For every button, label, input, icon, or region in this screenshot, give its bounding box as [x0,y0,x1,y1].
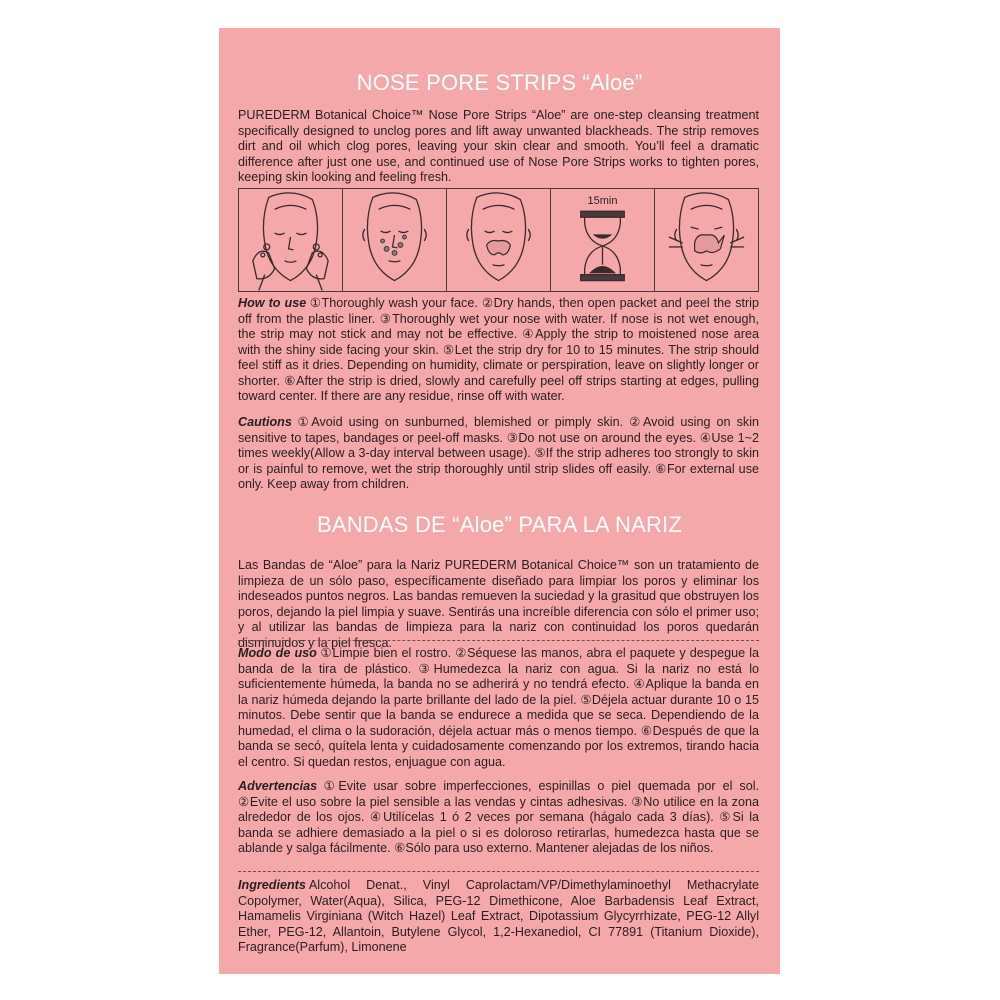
ingredients-section [238,878,759,956]
step-peel-strip [655,189,758,291]
usage-steps-strip [238,188,759,292]
modo-de-uso-label: Modo de uso [238,646,317,660]
modo-de-uso-text: ①Limpie bien el rostro. ②Séquese las manos, abra el paquete y despegue la banda de la tira de plástico. ③Humedezca la nariz con agua. Si la nariz no está lo suficientemente húmeda, la banda no se adherirá y no tendrá efecto. ④Aplique la banda en la nariz húmeda dejando la parte brillante del lado de la piel. ⑤Déjela actuar durante 10 o 15 minutos. Debe sentir que la banda se endurece a medida que se seca. Dependiendo de la humedad, el clima o la sudoración, déjela actuar más o menos tiempo. ⑥Después de que la banda se secó, quítela lenta y cuidadosamente comenzando por los extremos, tirando hacia el centro. Si quedan restos, enjuague con agua. [238,646,759,769]
ingredients-label: Ingredients [238,878,306,892]
hourglass-icon [551,189,654,291]
spanish-title: BANDAS DE “Aloe” PARA LA NARIZ [316,512,683,537]
divider [238,871,759,872]
spanish-intro: Las Bandas de “Aloe” para la Nariz PUREDERM Botanical Choice™ son un tratamiento de limpieza de un sólo paso, específicamente diseñado para limpiar los poros y eliminar los indeseados puntos negros. Las bandas remueven la suciedad y la grasitud que obstruyen los poros, dejando la piel limpia y suave. Sentirás una increíble diferencia con sólo el primer uso; y al utilizar las bandas de limpieza para la nariz con continuidad los poros quedarán disminuidos y la piel fresca. [238,558,759,650]
cautions-text: ①Avoid using on sunburned, blemished or pimply skin. ②Avoid using on skin sensitive to tapes, bandages or peel-off masks. ③Do not use on around the eyes. ④Use 1~2 times weekly(Allow a 3-day interval between usage). ⑤If the strip adheres too strongly to skin or is painful to remove, wet the strip thoroughly until strip slides off easily. ⑥For external use only. Keep away from children. [238,415,759,491]
package-back-panel [219,28,780,974]
cautions-section [238,415,759,493]
step-apply-strip [447,189,551,291]
advertencias-text: ①Evite usar sobre imperfecciones, espinillas o piel quemada por el sol. ②Evite el uso sobre la piel sensible a las vendas y cintas adhesivas. ③No utilice en la zona alrededor de los ojos. ④Utilícelas 1 ó 2 veces por semana (hágalo cada 3 días). ⑤Si la banda se adhiere demasiado a la piel o si es doloroso retirarlas, humedezca hasta que se ablande y salga fácilmente. ⑥Sólo para uso externo. Mantener alejadas de los niños. [238,779,759,855]
peel-strip-icon [655,189,758,291]
how-to-use-label: How to use [238,296,307,310]
wet-nose-icon [343,189,446,291]
step-wait-timer [551,189,655,291]
timer-label: 15min [587,195,618,207]
step-wet-nose [343,189,447,291]
step-wash-face [239,189,343,291]
english-title: NOSE PORE STRIPS “Aloe” [356,70,643,95]
apply-strip-icon [447,189,550,291]
how-to-use-text: ①Thoroughly wash your face. ②Dry hands, then open packet and peel the strip off from the plastic liner. ③Thoroughly wet your nose with water. If nose is not wet enough, the strip may not stick and may not be effective. ④Apply the strip to moistened nose area with the shiny side facing your skin. ⑤Let the strip dry for 10 to 15 minutes. The strip should feel stiff as it dries. Depending on humidity, climate or perspiration, leave on slightly longer or shorter. ⑥After the strip is dried, slowly and carefully peel off strips starting at edges, pulling toward center. If there are any residue, rinse off with water. [238,296,759,403]
wash-face-icon [239,189,342,291]
ingredients-text: Alcohol Denat., Vinyl Caprolactam/VP/Dimethylaminoethyl Methacrylate Copolymer, Water(Aqua), Silica, PEG-12 Dimethicone, Aloe Barbadensis Leaf Extract, Hamamelis Virginiana (Witch Hazel) Leaf Extract, Dipotassium Glycyrrhizate, PEG-12 Allyl Ether, PEG-12, Allantoin, Butylene Glycol, 1,2-Hexanediol, CI 77891 (Titanium Dioxide), Fragrance(Parfum), Limonene [238,878,759,954]
english-intro: PUREDERM Botanical Choice™ Nose Pore Strips “Aloe” are one-step cleansing treatment specifically designed to unclog pores and lift away unwanted blackheads. The strip removes dirt and oil which clog pores, leaving your skin clear and smooth. You’ll feel a dramatic difference after just one use, and continued use of Nose Pore Strips works to tighten pores, keeping skin looking and feeling fresh. [238,108,759,184]
divider [238,640,759,641]
advertencias-label: Advertencias [238,779,318,793]
advertencias-section [238,779,759,857]
modo-de-uso-section [238,646,759,770]
how-to-use-section [238,296,759,405]
cautions-label: Cautions [238,415,292,429]
